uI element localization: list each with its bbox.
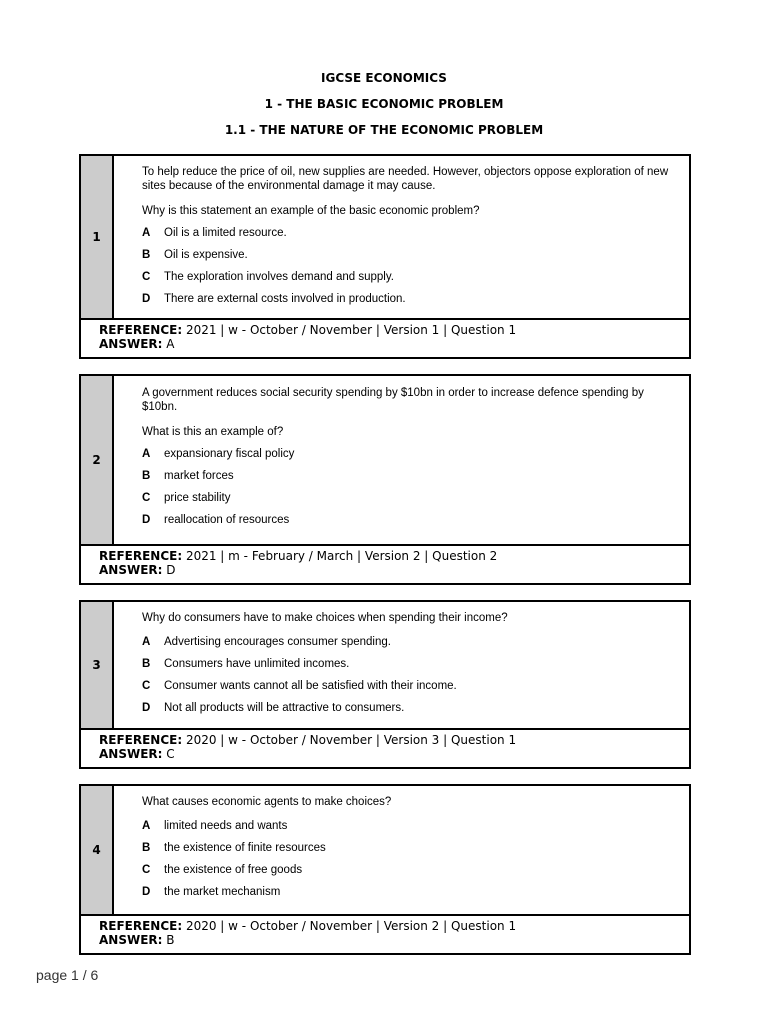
reference-value: 2021 | w - October / November | Version 1 | Question 1 [185, 323, 517, 337]
option-c [142, 271, 679, 293]
option-letter: C [142, 491, 151, 504]
option-text: There are external costs involved in production. [164, 292, 406, 305]
option-letter: C [142, 679, 151, 692]
option-letter: B [142, 248, 151, 261]
option-letter: A [142, 226, 151, 239]
reference-row [81, 730, 689, 767]
question-stem: A government reduces social security spending by $10bn in order to increase defence spending by $10bn. [142, 387, 644, 413]
question-block-1 [79, 154, 691, 359]
question-row [81, 786, 689, 916]
option-letter: B [142, 657, 151, 670]
question-number: 4 [81, 786, 114, 914]
question-prompt: What is this an example of? [142, 426, 284, 438]
option-text: Oil is expensive. [164, 248, 248, 261]
answer-label: ANSWER: [99, 932, 163, 947]
option-text: reallocation of resources [164, 513, 290, 526]
question-block-3 [79, 600, 691, 769]
option-d [142, 886, 679, 908]
reference-value: 2020 | w - October / November | Version 2 | Question 1 [185, 919, 517, 933]
option-letter: A [142, 635, 151, 648]
question-stem: To help reduce the price of oil, new supplies are needed. However, objectors oppose exploration of new sites because of the environmental damage it may cause. [142, 166, 669, 192]
question-number: 2 [81, 376, 114, 544]
options-list [142, 636, 679, 724]
question-stem: What causes economic agents to make choices? [142, 796, 392, 808]
option-b [142, 249, 679, 271]
option-letter: D [142, 292, 151, 305]
reference-label: REFERENCE: [99, 919, 183, 933]
option-c [142, 492, 679, 514]
option-text: the market mechanism [164, 885, 281, 898]
option-letter: B [142, 469, 151, 482]
option-c [142, 680, 679, 702]
reference-label: REFERENCE: [99, 323, 183, 337]
question-prompt: Why is this statement an example of the basic economic problem? [142, 205, 480, 217]
option-text: Consumers have unlimited incomes. [164, 657, 350, 670]
answer-value: B [166, 932, 175, 947]
reference-row [81, 320, 689, 357]
option-letter: C [142, 863, 151, 876]
option-c [142, 864, 679, 886]
question-block-2 [79, 374, 691, 585]
option-a [142, 227, 679, 249]
page-indicator: page 1 / 6 [36, 967, 99, 983]
option-text: The exploration involves demand and supply. [164, 270, 394, 283]
answer-value: D [166, 562, 176, 577]
question-row [81, 376, 689, 546]
question-content [114, 376, 689, 544]
reference-value: 2020 | w - October / November | Version 3 | Question 1 [185, 733, 517, 747]
option-text: the existence of finite resources [164, 841, 326, 854]
question-content [114, 602, 689, 728]
option-a [142, 820, 679, 842]
option-text: market forces [164, 469, 234, 482]
option-letter: D [142, 513, 151, 526]
question-row [81, 602, 689, 730]
answer-value: A [166, 336, 175, 351]
option-text: Not all products will be attractive to consumers. [164, 701, 405, 714]
section-title: 1.1 - THE NATURE OF THE ECONOMIC PROBLEM [224, 123, 544, 137]
reference-value: 2021 | m - February / March | Version 2 | Question 2 [185, 549, 498, 563]
question-content [114, 156, 689, 318]
question-number: 1 [81, 156, 114, 318]
question-stem: Why do consumers have to make choices when spending their income? [142, 612, 508, 624]
question-row [81, 156, 689, 320]
option-text: the existence of free goods [164, 863, 303, 876]
options-list [142, 227, 679, 315]
option-d [142, 293, 679, 315]
option-b [142, 470, 679, 492]
answer-label: ANSWER: [99, 746, 163, 761]
option-a [142, 448, 679, 470]
option-text: Consumer wants cannot all be satisfied with their income. [164, 679, 457, 692]
option-b [142, 842, 679, 864]
option-letter: A [142, 819, 151, 832]
option-letter: D [142, 885, 151, 898]
reference-row [81, 916, 689, 953]
option-text: Oil is a limited resource. [164, 226, 287, 239]
question-block-4 [79, 784, 691, 955]
option-letter: D [142, 701, 151, 714]
option-d [142, 702, 679, 724]
question-content [114, 786, 689, 914]
option-letter: C [142, 270, 151, 283]
option-b [142, 658, 679, 680]
reference-row [81, 546, 689, 583]
option-d [142, 514, 679, 536]
options-list [142, 820, 679, 908]
options-list [142, 448, 679, 536]
answer-value: C [166, 746, 175, 761]
option-a [142, 636, 679, 658]
option-text: expansionary fiscal policy [164, 447, 295, 460]
option-text: Advertising encourages consumer spending. [164, 635, 391, 648]
option-text: limited needs and wants [164, 819, 288, 832]
document-title: IGCSE ECONOMICS [321, 71, 447, 85]
answer-label: ANSWER: [99, 562, 163, 577]
reference-label: REFERENCE: [99, 549, 183, 563]
chapter-title: 1 - THE BASIC ECONOMIC PROBLEM [264, 97, 504, 111]
reference-label: REFERENCE: [99, 733, 183, 747]
option-text: price stability [164, 491, 231, 504]
answer-label: ANSWER: [99, 336, 163, 351]
option-letter: A [142, 447, 151, 460]
option-letter: B [142, 841, 151, 854]
question-number: 3 [81, 602, 114, 728]
